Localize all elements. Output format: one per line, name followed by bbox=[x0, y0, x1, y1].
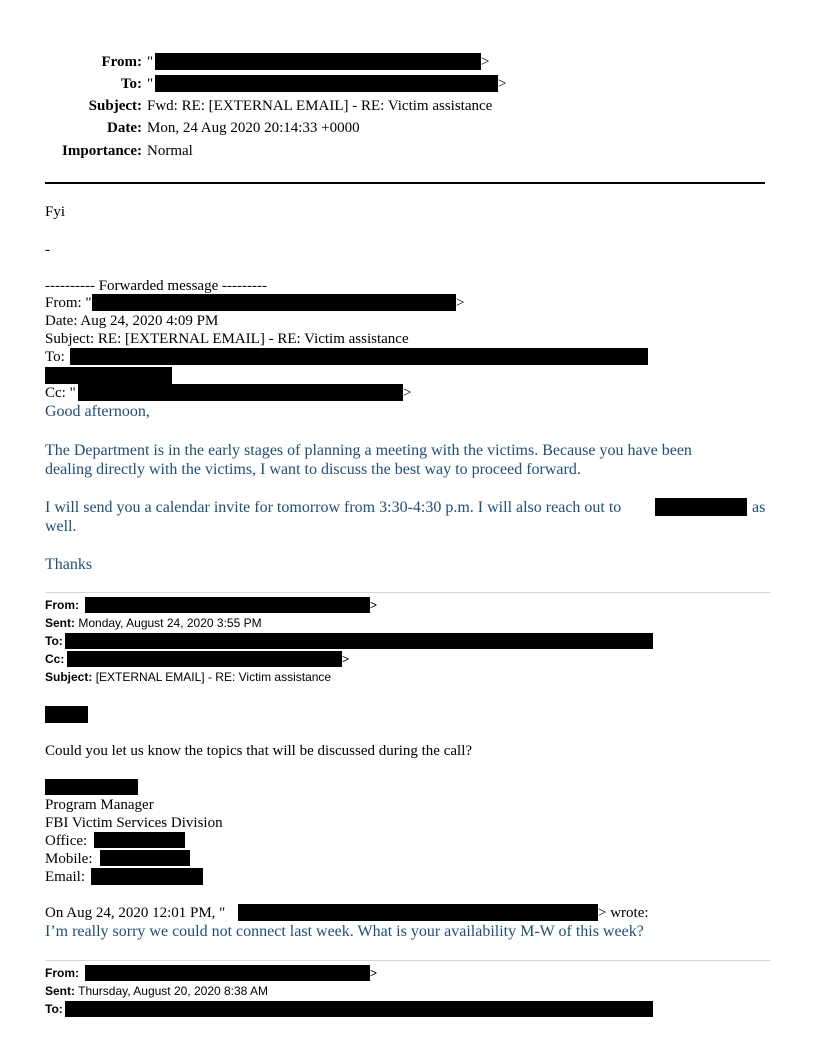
reply2-to bbox=[45, 1002, 63, 1016]
fwd-cc-suffix: > bbox=[403, 385, 412, 401]
sig-mobile-label: Mobile: bbox=[45, 851, 93, 867]
reply2-sent-value: Thursday, August 20, 2020 8:38 AM bbox=[78, 984, 269, 998]
redaction-fwd-to-line2 bbox=[45, 367, 172, 384]
header-subject-label: Subject: bbox=[88, 98, 142, 114]
reply2-sent bbox=[45, 984, 268, 998]
reply2-sent-label: Sent: bbox=[45, 984, 75, 998]
redaction-reply2-from bbox=[85, 965, 370, 981]
paragraph2-line2: well. bbox=[45, 518, 77, 535]
fwd-from-prefix: From: " bbox=[45, 295, 92, 311]
reply1-from-label: From: bbox=[45, 598, 79, 612]
reply1-from-suffix: > bbox=[370, 598, 378, 612]
reply2-from-suffix: > bbox=[370, 966, 378, 980]
fwd-subject: Subject: RE: [EXTERNAL EMAIL] - RE: Victim assistance bbox=[45, 331, 409, 347]
paragraph2-as: as bbox=[752, 499, 766, 516]
header-date-label: Date: bbox=[107, 120, 142, 136]
wrote-suffix: > wrote: bbox=[598, 905, 649, 921]
redaction-wrote-sender bbox=[238, 904, 598, 921]
redaction-sig-email bbox=[91, 868, 203, 885]
header-importance-label: Importance: bbox=[62, 143, 142, 159]
header-from-prefix: " bbox=[147, 54, 154, 70]
forwarded-divider: ---------- Forwarded message --------- bbox=[45, 278, 267, 294]
redaction-sig-name bbox=[45, 779, 138, 795]
header-to-label: To: bbox=[120, 76, 142, 92]
reply1-sent bbox=[45, 616, 262, 630]
sig-division: FBI Victim Services Division bbox=[45, 815, 223, 831]
redaction-fwd-from bbox=[92, 294, 456, 311]
thanks: Thanks bbox=[45, 556, 93, 573]
fwd-to-label: To: bbox=[45, 349, 65, 365]
fwd-date: Date: Aug 24, 2020 4:09 PM bbox=[45, 313, 219, 329]
reply1-sent-value: Monday, August 24, 2020 3:55 PM bbox=[78, 616, 262, 630]
reply1-divider bbox=[45, 592, 771, 593]
paragraph1-line2: dealing directly with the victims, I want to discuss the best way to proceed forward. bbox=[45, 461, 581, 478]
header-date-value: Mon, 24 Aug 2020 20:14:33 +0000 bbox=[147, 120, 360, 136]
redaction-sig-office bbox=[94, 832, 185, 848]
redaction-reply1-from bbox=[85, 597, 370, 613]
header-from-suffix: > bbox=[481, 54, 490, 70]
redaction-fwd-to-line1 bbox=[70, 348, 648, 365]
reply1-subject-value: [EXTERNAL EMAIL] - RE: Victim assistance bbox=[95, 670, 332, 684]
wrote-prefix: On Aug 24, 2020 12:01 PM, " bbox=[45, 905, 226, 921]
redaction-reply2-to bbox=[65, 1001, 653, 1017]
sig-email-label: Email: bbox=[45, 869, 85, 885]
reply1-cc bbox=[45, 652, 64, 666]
sig-office-label: Office: bbox=[45, 833, 88, 849]
reply1-from bbox=[45, 598, 79, 612]
redaction-reply1-cc bbox=[67, 651, 342, 667]
redaction-header-from bbox=[155, 53, 481, 70]
quoted-message: I’m really sorry we could not connect last week. What is your availability M-W of this week? bbox=[45, 923, 644, 940]
reply1-sent-label: Sent: bbox=[45, 616, 75, 630]
reply1-to-label: To: bbox=[45, 634, 63, 648]
header-from-value bbox=[147, 54, 153, 71]
fwd-from-suffix: > bbox=[456, 295, 465, 311]
reply2-from bbox=[45, 966, 79, 980]
redaction-reply1-to bbox=[65, 633, 653, 649]
greeting: Good afternoon, bbox=[45, 403, 150, 420]
header-to-value bbox=[147, 76, 153, 93]
header-to-suffix: > bbox=[498, 76, 507, 92]
paragraph2-line1: I will send you a calendar invite for tomorrow from 3:30-4:30 p.m. I will also reach out to bbox=[45, 499, 622, 516]
reply1-cc-suffix: > bbox=[342, 652, 350, 666]
header-subject-value: Fwd: RE: [EXTERNAL EMAIL] - RE: Victim assistance bbox=[147, 98, 493, 114]
reply2-to-label: To: bbox=[45, 1002, 63, 1016]
redaction-header-to bbox=[155, 75, 498, 92]
reply1-to bbox=[45, 634, 63, 648]
sig-title: Program Manager bbox=[45, 797, 154, 813]
redaction-salutation-name bbox=[45, 706, 88, 723]
header-from-label: From: bbox=[101, 54, 142, 70]
header-to-prefix: " bbox=[147, 76, 154, 92]
reply1-question: Could you let us know the topics that will be discussed during the call? bbox=[45, 743, 473, 759]
body-fyi: Fyi bbox=[45, 204, 66, 220]
body-dash: - bbox=[45, 242, 50, 258]
reply1-subject bbox=[45, 670, 331, 684]
redaction-fwd-cc bbox=[78, 384, 403, 401]
header-divider bbox=[45, 182, 765, 184]
redaction-reach-out-name bbox=[655, 498, 747, 516]
redaction-sig-mobile bbox=[100, 850, 190, 866]
fwd-cc-prefix: Cc: " bbox=[45, 385, 76, 401]
paragraph1-line1: The Department is in the early stages of planning a meeting with the victims. Because you have been bbox=[45, 442, 692, 459]
header-importance-value: Normal bbox=[147, 143, 193, 159]
reply2-from-label: From: bbox=[45, 966, 79, 980]
reply1-cc-label: Cc: bbox=[45, 652, 65, 666]
reply2-divider bbox=[45, 960, 771, 961]
reply1-subject-label: Subject: bbox=[45, 670, 93, 684]
